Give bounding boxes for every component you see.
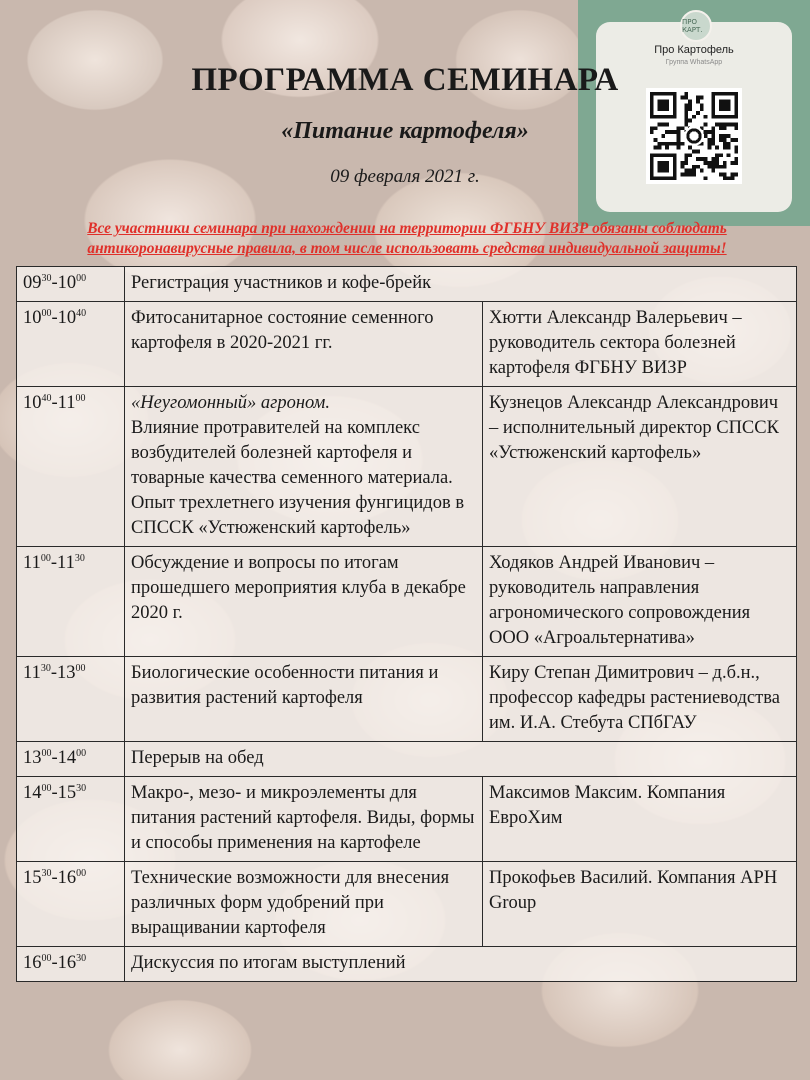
topic-text: Обсуждение и вопросы по итогам прошедшего мероприятия клуба в декабре 2020 г. <box>131 553 466 623</box>
end-hour: 11 <box>57 393 76 413</box>
table-row <box>17 657 797 742</box>
table-row <box>17 862 797 947</box>
end-minute: 30 <box>74 552 85 564</box>
qr-group-subtitle: Группа WhatsApp <box>665 59 723 66</box>
end-minute: 00 <box>75 392 86 404</box>
end-minute: 30 <box>76 952 87 964</box>
end-minute: 00 <box>76 272 87 284</box>
start-hour: 11 <box>23 553 41 573</box>
qr-card <box>578 0 810 226</box>
topic-cell <box>125 267 797 302</box>
end-hour: 11 <box>57 553 75 573</box>
table-row <box>17 267 797 302</box>
schedule-table <box>16 266 797 982</box>
speaker-cell: Максимов Максим. Компания ЕвроХим <box>483 777 797 862</box>
start-hour: 16 <box>23 953 42 973</box>
table-row <box>17 387 797 547</box>
table-row <box>17 777 797 862</box>
time-cell: $10^{00}-10^{40}$ <box>17 302 125 387</box>
end-minute: 40 <box>76 307 87 319</box>
start-minute: 00 <box>41 747 52 759</box>
topic-text: Технические возможности для внесения различных форм удобрений при выращивании картофеля <box>131 868 450 938</box>
time-cell: $11^{30}-13^{00}$ <box>17 657 125 742</box>
speaker-cell: Киру Степан Димитрович – д.б.н., профессор кафедры растениеводства им. И.А. Стебута СПбГАУ <box>483 657 797 742</box>
end-minute: 00 <box>76 867 87 879</box>
topic-cell <box>125 862 483 947</box>
page-title: ПРОГРАММА СЕМИНАРА <box>191 62 619 98</box>
speaker-cell: Прокофьев Василий. Компания АРН Group <box>483 862 797 947</box>
end-hour: 15 <box>57 783 77 803</box>
topic-text: Перерыв на обед <box>131 748 264 768</box>
end-hour: 13 <box>57 663 76 683</box>
table-row <box>17 742 797 777</box>
seminar-date: 09 февраля 2021 г. <box>330 166 480 187</box>
qr-group-name: Про Картофель <box>654 44 734 56</box>
start-hour: 15 <box>23 868 42 888</box>
group-logo-icon: ПРО КАРТ. <box>680 10 712 42</box>
start-minute: 30 <box>41 272 52 284</box>
end-hour: 16 <box>57 953 77 973</box>
topic-text: Влияние протравителей на комплекс возбудителей болезней картофеля и товарные качества семенного материала. Опыт трехлетнего изучения фунгицидов в СПССК «Устюженский картофель» <box>131 418 465 538</box>
time-cell: $14^{00}-15^{30}$ <box>17 777 125 862</box>
end-hour: 14 <box>57 748 77 768</box>
start-minute: 00 <box>41 782 52 794</box>
speaker-cell: Ходяков Андрей Иванович – руководитель направления агрономического сопровождения ООО «Агроальтернатива» <box>483 547 797 657</box>
end-hour: 16 <box>57 868 77 888</box>
start-hour: 10 <box>23 393 42 413</box>
covid-notice: Все участники семинара при нахождении на территории ФГБНУ ВИЗР обязаны соблюдать антикоронавирусные правила, в том числе использовать средства индивидуальной защиты! <box>87 220 727 257</box>
speaker-cell: Хютти Александр Валерьевич – руководитель сектора болезней картофеля ФГБНУ ВИЗР <box>483 302 797 387</box>
time-cell: $15^{30}-16^{00}$ <box>17 862 125 947</box>
start-hour: 11 <box>23 663 41 683</box>
start-hour: 13 <box>23 748 42 768</box>
topic-cell <box>125 657 483 742</box>
topic-text: Макро-, мезо- и микроэлементы для питания растений картофеля. Виды, формы и способы применения на картофеле <box>131 783 475 853</box>
topic-text: Биологические особенности питания и развития растений картофеля <box>131 663 439 708</box>
start-hour: 10 <box>23 308 42 328</box>
start-minute: 30 <box>41 867 52 879</box>
seminar-subtitle: «Питание картофеля» <box>281 118 529 144</box>
topic-cell <box>125 777 483 862</box>
start-minute: 00 <box>41 952 52 964</box>
table-row <box>17 547 797 657</box>
speaker-cell: Кузнецов Александр Александрович – исполнительный директор СПССК «Устюженский картофель» <box>483 387 797 547</box>
topic-cell <box>125 387 483 547</box>
start-hour: 09 <box>23 273 42 293</box>
end-minute: 00 <box>76 747 87 759</box>
topic-text: Фитосанитарное состояние семенного картофеля в 2020-2021 гг. <box>131 308 434 353</box>
end-hour: 10 <box>57 273 77 293</box>
start-minute: 40 <box>41 392 52 404</box>
start-minute: 00 <box>41 307 52 319</box>
topic-italic-label: «Неугомонный» агроном. <box>131 393 330 413</box>
topic-cell <box>125 742 797 777</box>
time-cell: $11^{00}-11^{30}$ <box>17 547 125 657</box>
start-minute: 30 <box>40 662 51 674</box>
table-row <box>17 947 797 982</box>
topic-cell <box>125 302 483 387</box>
topic-text: Дискуссия по итогам выступлений <box>131 953 406 973</box>
end-minute: 30 <box>76 782 87 794</box>
time-cell: $09^{30}-10^{00}$ <box>17 267 125 302</box>
time-cell: $13^{00}-14^{00}$ <box>17 742 125 777</box>
time-cell: $16^{00}-16^{30}$ <box>17 947 125 982</box>
start-hour: 14 <box>23 783 42 803</box>
table-row <box>17 302 797 387</box>
topic-cell <box>125 947 797 982</box>
topic-text: Регистрация участников и кофе-брейк <box>131 273 432 293</box>
time-cell: $10^{40}-11^{00}$ <box>17 387 125 547</box>
end-hour: 10 <box>57 308 77 328</box>
end-minute: 00 <box>75 662 86 674</box>
topic-cell <box>125 547 483 657</box>
start-minute: 00 <box>40 552 51 564</box>
